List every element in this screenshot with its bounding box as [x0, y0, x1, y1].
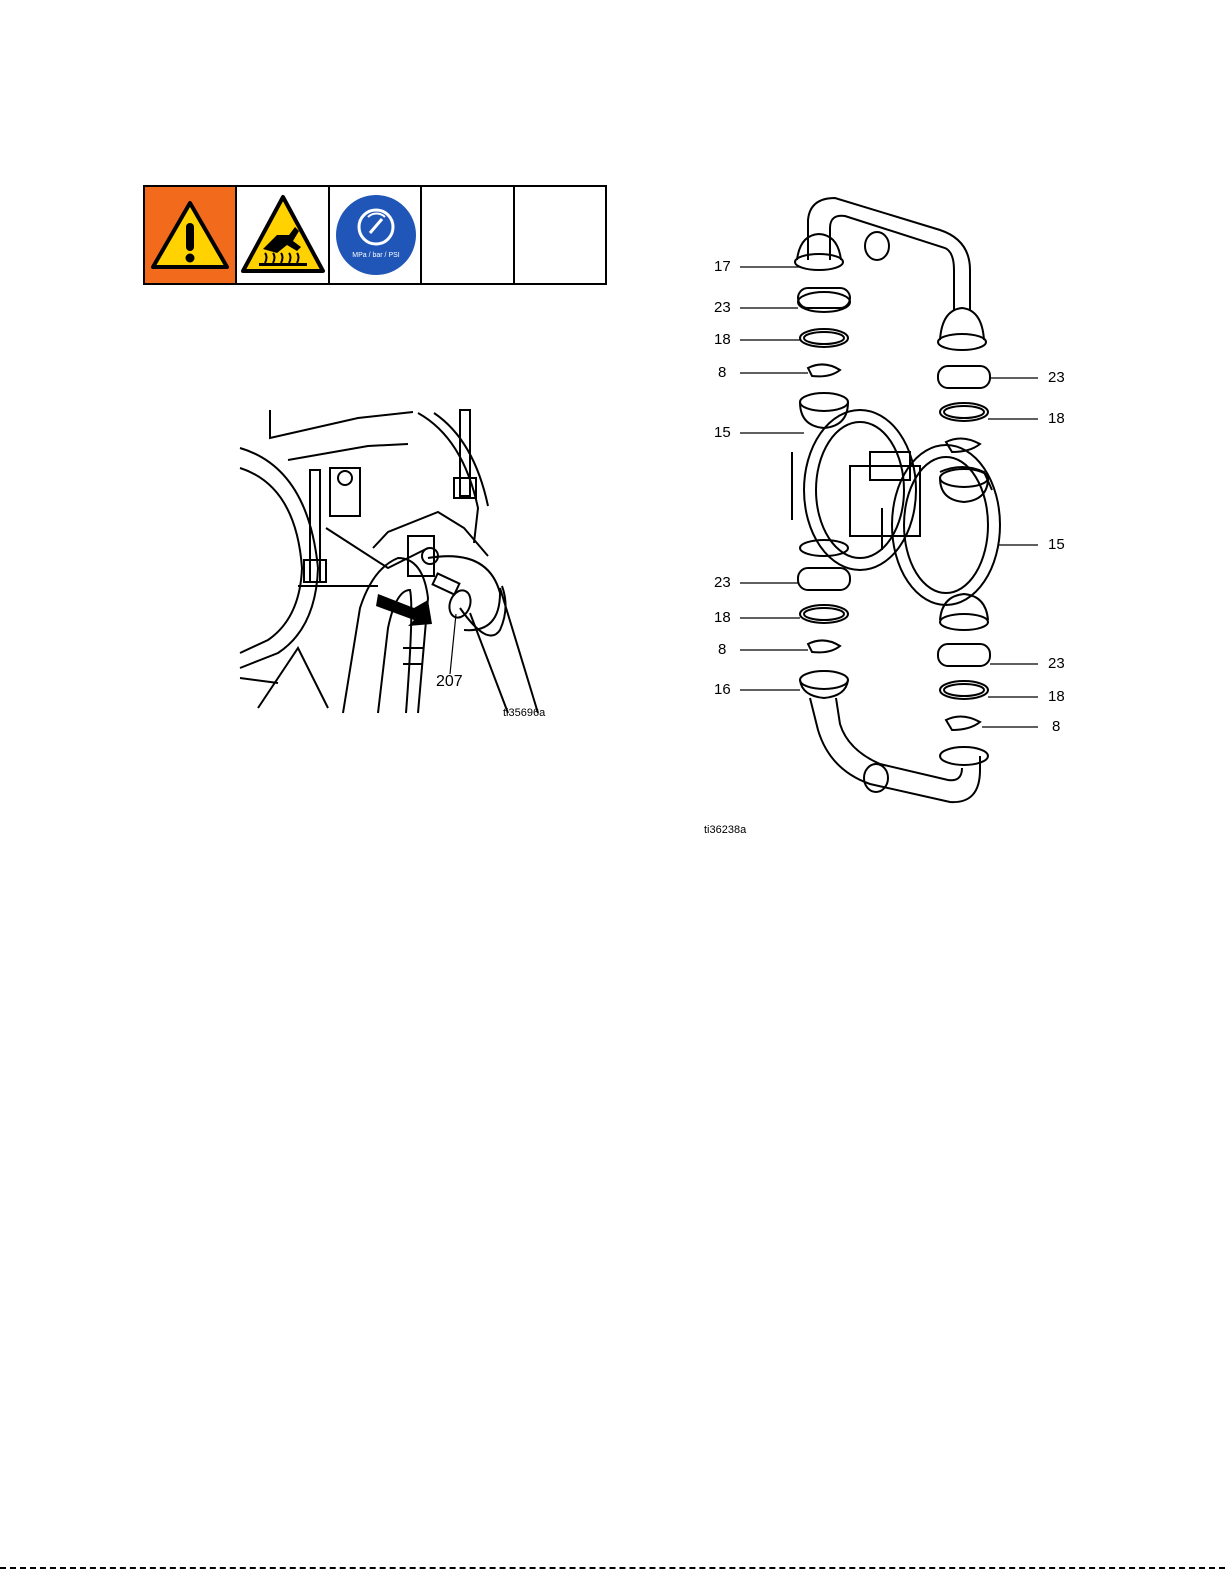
- callout-8: 8: [1052, 718, 1061, 735]
- callout-207: 207: [436, 673, 463, 690]
- exploded-pump-illustration: [700, 190, 1100, 820]
- callout-18: 18: [1048, 688, 1065, 705]
- empty-icon-cell: [515, 187, 605, 283]
- callout-15: 15: [714, 424, 731, 441]
- callout-23: 23: [1048, 655, 1065, 672]
- empty-icon-cell: [422, 187, 514, 283]
- callout-23: 23: [1048, 369, 1065, 386]
- callout-8: 8: [718, 641, 727, 658]
- page-bottom-rule: [0, 1567, 1225, 1569]
- figure-pin-removal: [238, 408, 556, 718]
- callout-18: 18: [1048, 410, 1065, 427]
- pressure-units-label: MPa / bar / PSI: [352, 252, 400, 259]
- figure-exploded-pump: [700, 190, 1100, 840]
- callout-23: 23: [714, 574, 731, 591]
- callout-15: 15: [1048, 536, 1065, 553]
- callout-17: 17: [714, 258, 731, 275]
- callout-23: 23: [714, 299, 731, 316]
- warning-icon-strip: [143, 185, 607, 285]
- general-warning-icon: [145, 187, 237, 283]
- pin-removal-illustration: [238, 408, 556, 718]
- arrow-pull-direction: [376, 594, 432, 626]
- figure-id-left: ti35696a: [503, 707, 546, 719]
- callout-8: 8: [718, 364, 727, 381]
- pressure-relief-icon: [330, 187, 422, 283]
- callout-16: 16: [714, 681, 731, 698]
- callout-18: 18: [714, 609, 731, 626]
- figure-id-right: ti36238a: [704, 824, 747, 836]
- hot-surface-burn-icon: [237, 187, 329, 283]
- callout-18: 18: [714, 331, 731, 348]
